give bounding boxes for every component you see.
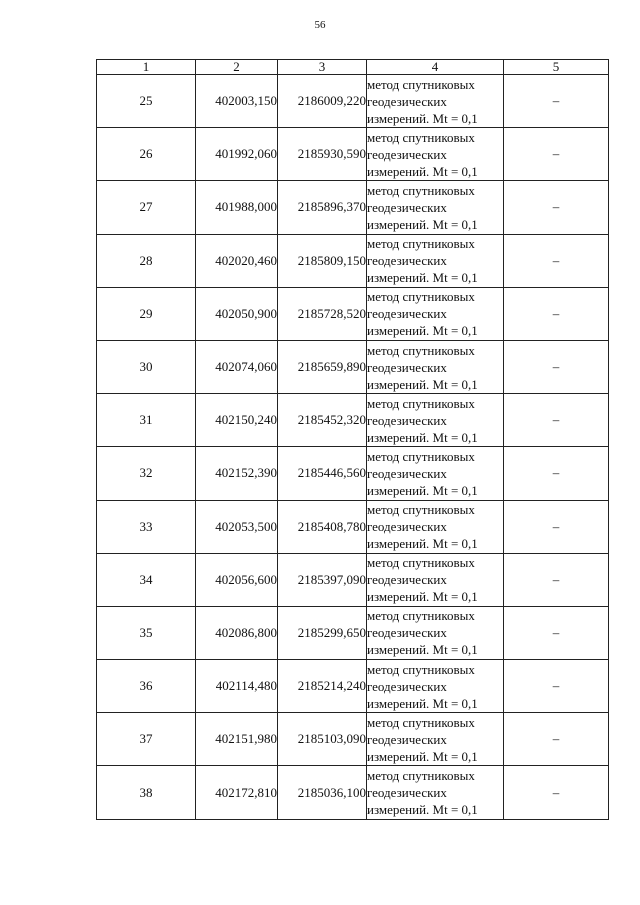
x-coordinate-cell: 402114,480 bbox=[196, 660, 278, 713]
method-cell bbox=[367, 287, 504, 340]
method-line: метод спутниковых bbox=[367, 76, 475, 92]
coordinates-table bbox=[96, 59, 609, 820]
method-line: метод спутниковых bbox=[367, 289, 475, 305]
x-coordinate-cell: 402003,150 bbox=[196, 75, 278, 128]
method-cell bbox=[367, 500, 504, 553]
description-cell: – bbox=[504, 181, 609, 234]
description-cell: – bbox=[504, 394, 609, 447]
x-coordinate-cell: 402150,240 bbox=[196, 394, 278, 447]
column-header: 1 bbox=[97, 60, 196, 75]
point-number-cell: 30 bbox=[97, 340, 196, 393]
y-coordinate-cell: 2185408,780 bbox=[278, 500, 367, 553]
method-cell bbox=[367, 713, 504, 766]
y-coordinate-cell: 2185896,370 bbox=[278, 181, 367, 234]
table-row bbox=[97, 606, 609, 659]
description-cell: – bbox=[504, 234, 609, 287]
method-line: метод спутниковых bbox=[367, 768, 475, 784]
point-number-cell: 32 bbox=[97, 447, 196, 500]
method-line: геодезических bbox=[367, 253, 447, 269]
method-line: метод спутниковых bbox=[367, 608, 475, 624]
page-number: 56 bbox=[314, 19, 326, 31]
method-line: метод спутниковых bbox=[367, 342, 475, 358]
table-row bbox=[97, 447, 609, 500]
table-row bbox=[97, 287, 609, 340]
description-cell: – bbox=[504, 500, 609, 553]
method-line: метод спутниковых bbox=[367, 236, 475, 252]
method-cell bbox=[367, 75, 504, 128]
method-cell bbox=[367, 660, 504, 713]
point-number-cell: 26 bbox=[97, 128, 196, 181]
y-coordinate-cell: 2185930,590 bbox=[278, 128, 367, 181]
column-header: 4 bbox=[367, 60, 504, 75]
method-line: геодезических bbox=[367, 785, 447, 801]
method-line: геодезических bbox=[367, 678, 447, 694]
point-number-cell: 33 bbox=[97, 500, 196, 553]
method-cell bbox=[367, 394, 504, 447]
method-cell bbox=[367, 128, 504, 181]
table-row bbox=[97, 500, 609, 553]
y-coordinate-cell: 2185728,520 bbox=[278, 287, 367, 340]
method-cell bbox=[367, 181, 504, 234]
method-line: измерений. Mt = 0,1 bbox=[367, 589, 478, 605]
y-coordinate-cell: 2185446,560 bbox=[278, 447, 367, 500]
method-cell bbox=[367, 234, 504, 287]
description-cell: – bbox=[504, 660, 609, 713]
column-header: 3 bbox=[278, 60, 367, 75]
x-coordinate-cell: 402074,060 bbox=[196, 340, 278, 393]
x-coordinate-cell: 402050,900 bbox=[196, 287, 278, 340]
y-coordinate-cell: 2185452,320 bbox=[278, 394, 367, 447]
method-line: метод спутниковых bbox=[367, 661, 475, 677]
method-line: измерений. Mt = 0,1 bbox=[367, 163, 478, 179]
description-cell: – bbox=[504, 713, 609, 766]
description-cell: – bbox=[504, 75, 609, 128]
table-row bbox=[97, 128, 609, 181]
point-number-cell: 37 bbox=[97, 713, 196, 766]
method-cell bbox=[367, 606, 504, 659]
method-line: геодезических bbox=[367, 412, 447, 428]
table-row bbox=[97, 766, 609, 819]
table-row bbox=[97, 553, 609, 606]
table-row bbox=[97, 234, 609, 287]
method-line: геодезических bbox=[367, 146, 447, 162]
table-row bbox=[97, 713, 609, 766]
point-number-cell: 38 bbox=[97, 766, 196, 819]
table-row bbox=[97, 394, 609, 447]
method-line: измерений. Mt = 0,1 bbox=[367, 270, 478, 286]
method-line: геодезических bbox=[367, 359, 447, 375]
method-line: геодезических bbox=[367, 731, 447, 747]
method-line: метод спутниковых bbox=[367, 714, 475, 730]
y-coordinate-cell: 2185214,240 bbox=[278, 660, 367, 713]
method-line: метод спутниковых bbox=[367, 502, 475, 518]
method-line: геодезических bbox=[367, 519, 447, 535]
y-coordinate-cell: 2185659,890 bbox=[278, 340, 367, 393]
method-line: метод спутниковых bbox=[367, 555, 475, 571]
x-coordinate-cell: 402151,980 bbox=[196, 713, 278, 766]
method-cell bbox=[367, 340, 504, 393]
y-coordinate-cell: 2185299,650 bbox=[278, 606, 367, 659]
method-cell bbox=[367, 766, 504, 819]
point-number-cell: 35 bbox=[97, 606, 196, 659]
method-line: геодезических bbox=[367, 625, 447, 641]
description-cell: – bbox=[504, 447, 609, 500]
method-line: измерений. Mt = 0,1 bbox=[367, 536, 478, 552]
y-coordinate-cell: 2185103,090 bbox=[278, 713, 367, 766]
x-coordinate-cell: 402086,800 bbox=[196, 606, 278, 659]
description-cell: – bbox=[504, 287, 609, 340]
method-line: геодезических bbox=[367, 199, 447, 215]
x-coordinate-cell: 402020,460 bbox=[196, 234, 278, 287]
description-cell: – bbox=[504, 766, 609, 819]
y-coordinate-cell: 2185036,100 bbox=[278, 766, 367, 819]
y-coordinate-cell: 2185397,090 bbox=[278, 553, 367, 606]
y-coordinate-cell: 2185809,150 bbox=[278, 234, 367, 287]
point-number-cell: 31 bbox=[97, 394, 196, 447]
description-cell: – bbox=[504, 340, 609, 393]
x-coordinate-cell: 401992,060 bbox=[196, 128, 278, 181]
method-line: измерений. Mt = 0,1 bbox=[367, 642, 478, 658]
x-coordinate-cell: 402053,500 bbox=[196, 500, 278, 553]
x-coordinate-cell: 402056,600 bbox=[196, 553, 278, 606]
method-line: метод спутниковых bbox=[367, 395, 475, 411]
method-line: измерений. Mt = 0,1 bbox=[367, 802, 478, 818]
method-line: измерений. Mt = 0,1 bbox=[367, 482, 478, 498]
method-line: измерений. Mt = 0,1 bbox=[367, 323, 478, 339]
y-coordinate-cell: 2186009,220 bbox=[278, 75, 367, 128]
table-row bbox=[97, 660, 609, 713]
point-number-cell: 29 bbox=[97, 287, 196, 340]
description-cell: – bbox=[504, 553, 609, 606]
method-line: измерений. Mt = 0,1 bbox=[367, 748, 478, 764]
point-number-cell: 34 bbox=[97, 553, 196, 606]
point-number-cell: 25 bbox=[97, 75, 196, 128]
table-row bbox=[97, 340, 609, 393]
method-line: измерений. Mt = 0,1 bbox=[367, 110, 478, 126]
method-cell bbox=[367, 447, 504, 500]
method-cell bbox=[367, 553, 504, 606]
point-number-cell: 36 bbox=[97, 660, 196, 713]
method-line: метод спутниковых bbox=[367, 182, 475, 198]
point-number-cell: 27 bbox=[97, 181, 196, 234]
column-header: 2 bbox=[196, 60, 278, 75]
description-cell: – bbox=[504, 606, 609, 659]
column-header: 5 bbox=[504, 60, 609, 75]
method-line: измерений. Mt = 0,1 bbox=[367, 429, 478, 445]
table-header-row bbox=[97, 60, 609, 75]
method-line: метод спутниковых bbox=[367, 448, 475, 464]
x-coordinate-cell: 401988,000 bbox=[196, 181, 278, 234]
x-coordinate-cell: 402152,390 bbox=[196, 447, 278, 500]
x-coordinate-cell: 402172,810 bbox=[196, 766, 278, 819]
method-line: геодезических bbox=[367, 465, 447, 481]
description-cell: – bbox=[504, 128, 609, 181]
method-line: метод спутниковых bbox=[367, 129, 475, 145]
method-line: измерений. Mt = 0,1 bbox=[367, 695, 478, 711]
point-number-cell: 28 bbox=[97, 234, 196, 287]
method-line: измерений. Mt = 0,1 bbox=[367, 216, 478, 232]
method-line: измерений. Mt = 0,1 bbox=[367, 376, 478, 392]
table-row bbox=[97, 181, 609, 234]
method-line: геодезических bbox=[367, 572, 447, 588]
table-row bbox=[97, 75, 609, 128]
method-line: геодезических bbox=[367, 93, 447, 109]
method-line: геодезических bbox=[367, 306, 447, 322]
